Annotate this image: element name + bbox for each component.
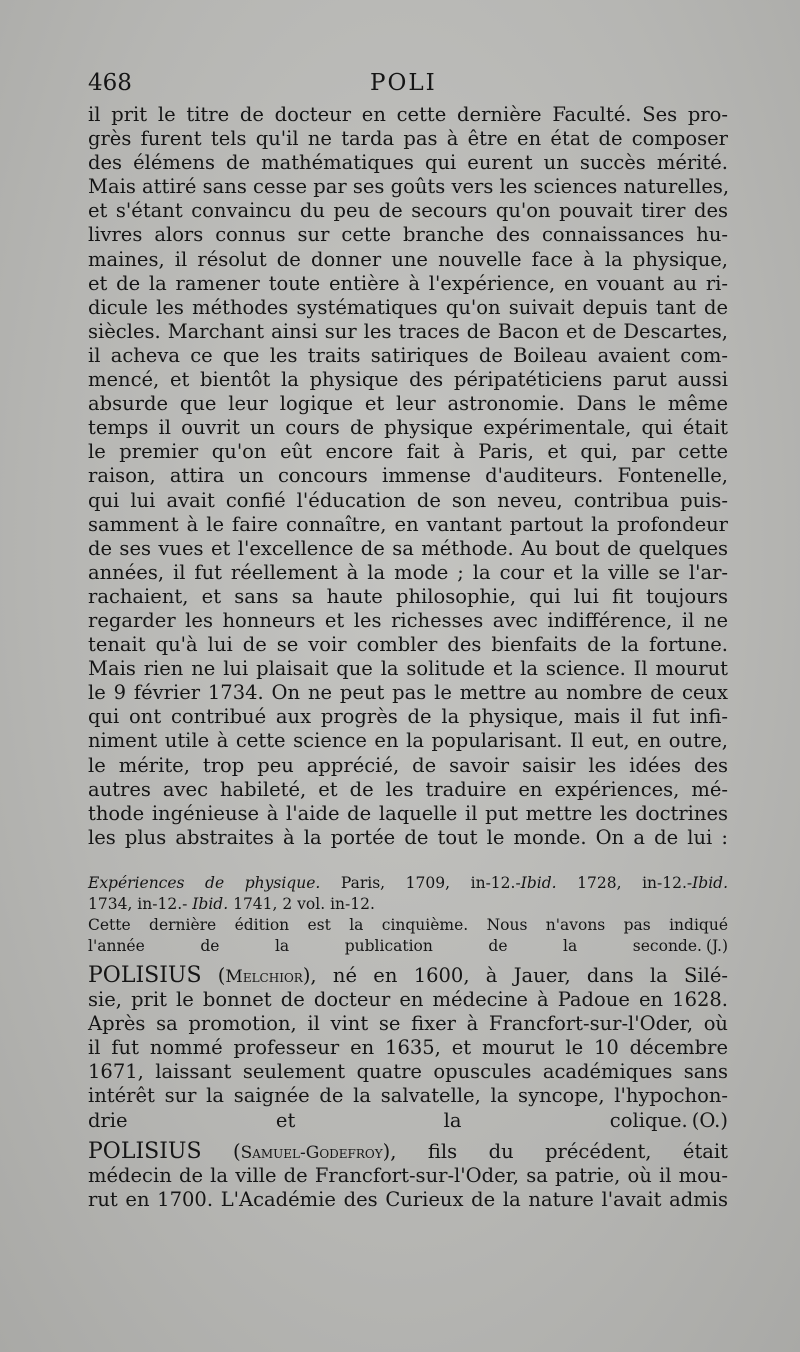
text-line: rachaient, et sans sa haute philosophie, qui lui fit toujours	[88, 584, 728, 608]
entry-polisius-samuel	[88, 1140, 728, 1212]
bibliography-line: 1734, in-12.- Ibid. 1741, 2 vol. in-12.	[88, 895, 375, 913]
bibliography-line: l'année de la publication de la seconde. (J.)	[88, 937, 728, 955]
text-line: intérêt sur la saignée de la salvatelle, la syncope, l'hypochon-	[88, 1084, 728, 1108]
running-head: POLI	[370, 70, 437, 96]
text-line: qui ont contribué aux progrès de la physique, mais il fut infi-	[88, 705, 728, 729]
text-line: autres avec habileté, et de les traduire en expériences, mé-	[88, 777, 728, 801]
text-line: les plus abstraites à la portée de tout le monde. On a de lui :	[88, 825, 728, 849]
text-line: il acheva ce que les traits satiriques de Boileau avaient com-	[88, 343, 728, 367]
author-signature: (O.)	[691, 1108, 728, 1132]
entry-last-line: drie et la colique. (O.)	[88, 1108, 728, 1132]
text-line: maines, il résolut de donner une nouvelle face à la physique,	[88, 247, 728, 271]
bibliography-line: Expériences de physique. Paris, 1709, in-12.-Ibid. 1728, in-12.-Ibid.	[88, 874, 729, 892]
text-line: temps il ouvrit un cours de physique expérimentale, qui était	[88, 416, 728, 440]
page-header	[88, 70, 728, 100]
bibliography-line: Cette dernière édition est la cinquième. Nous n'avons pas indiqué	[88, 916, 728, 934]
text-line: livres alors connus sur cette branche des connaissances hu-	[88, 223, 728, 247]
entry-forename: Melchior	[225, 967, 303, 987]
text-line: absurde que leur logique et leur astronomie. Dans le même	[88, 392, 728, 416]
text-line: Mais rien ne lui plaisait que la solitude et la science. Il mourut	[88, 657, 728, 681]
text-line: qui lui avait confié l'éducation de son neveu, contribua puis-	[88, 488, 728, 512]
text-line: le 9 février 1734. On ne peut pas le mettre au nombre de ceux	[88, 681, 728, 705]
book-title: Expériences de physique.	[88, 874, 321, 892]
text-line: et de la ramener toute entière à l'expérience, en vouant au ri-	[88, 271, 728, 295]
main-paragraph	[88, 103, 728, 850]
text-line: le mérite, trop peu apprécié, de savoir saisir les idées des	[88, 753, 728, 777]
text-line: samment à le faire connaître, en vantant partout la profondeur	[88, 512, 728, 536]
text-line: 1671, laissant seulement quatre opuscules académiques sans	[88, 1060, 728, 1084]
entry-polisius-melchior	[88, 964, 728, 1133]
entry-name: POLISIUS	[88, 963, 202, 988]
text-line: siècles. Marchant ainsi sur les traces de Bacon et de Descartes,	[88, 319, 728, 343]
text-line: des élémens de mathématiques qui eurent un succès mérité.	[88, 151, 728, 175]
text-line: raison, attira un concours immense d'auditeurs. Fontenelle,	[88, 464, 728, 488]
text-line: grès furent tels qu'il ne tarda pas à être en état de composer	[88, 127, 728, 151]
text-line: mencé, et bientôt la physique des péripatéticiens parut aussi	[88, 368, 728, 392]
text-line: médecin de la ville de Francfort-sur-l'Oder, sa patrie, où il mou-	[88, 1164, 728, 1188]
page-number: 468	[88, 70, 132, 96]
text-line: regarder les honneurs et les richesses avec indifférence, il ne	[88, 608, 728, 632]
text-line: le premier qu'on eût encore fait à Paris, et qui, par cette	[88, 440, 728, 464]
author-signature: (J.)	[705, 937, 728, 955]
text-line: sie, prit le bonnet de docteur en médecine à Padoue en 1628.	[88, 988, 728, 1012]
text-line: thode ingénieuse à l'aide de laquelle il put mettre les doctrines	[88, 801, 728, 825]
text-line: il fut nommé professeur en 1635, et mourut le 10 décembre	[88, 1036, 728, 1060]
text-line: de ses vues et l'excellence de sa méthode. Au bout de quelques	[88, 536, 728, 560]
text-line: Après sa promotion, il vint se fixer à Francfort-sur-l'Oder, où	[88, 1012, 728, 1036]
entry-first-line: POLISIUS (Samuel-Godefroy), fils du précédent, était	[88, 1139, 728, 1164]
text-line: rut en 1700. L'Académie des Curieux de la nature l'avait admis	[88, 1188, 728, 1212]
entry-forename: Samuel-Godefroy	[240, 1143, 383, 1163]
text-line: tenait qu'à lui de se voir combler des bienfaits de la fortune.	[88, 633, 728, 657]
text-line: et s'étant convaincu du peu de secours qu'on pouvait tirer des	[88, 199, 728, 223]
text-line: il prit le titre de docteur en cette dernière Faculté. Ses pro-	[88, 103, 728, 126]
entry-name: POLISIUS	[88, 1139, 202, 1164]
text-line: niment utile à cette science en la popularisant. Il eut, en outre,	[88, 729, 728, 753]
text-line: années, il fut réellement à la mode ; la cour et la ville se l'ar-	[88, 560, 728, 584]
entry-first-line: POLISIUS (Melchior), né en 1600, à Jauer, dans la Silé-	[88, 963, 728, 988]
text-line: dicule les méthodes systématiques qu'on suivait depuis tant de	[88, 295, 728, 319]
text-line: Mais attiré sans cesse par ses goûts vers les sciences naturelles,	[88, 175, 730, 199]
bibliography-note	[88, 873, 728, 957]
